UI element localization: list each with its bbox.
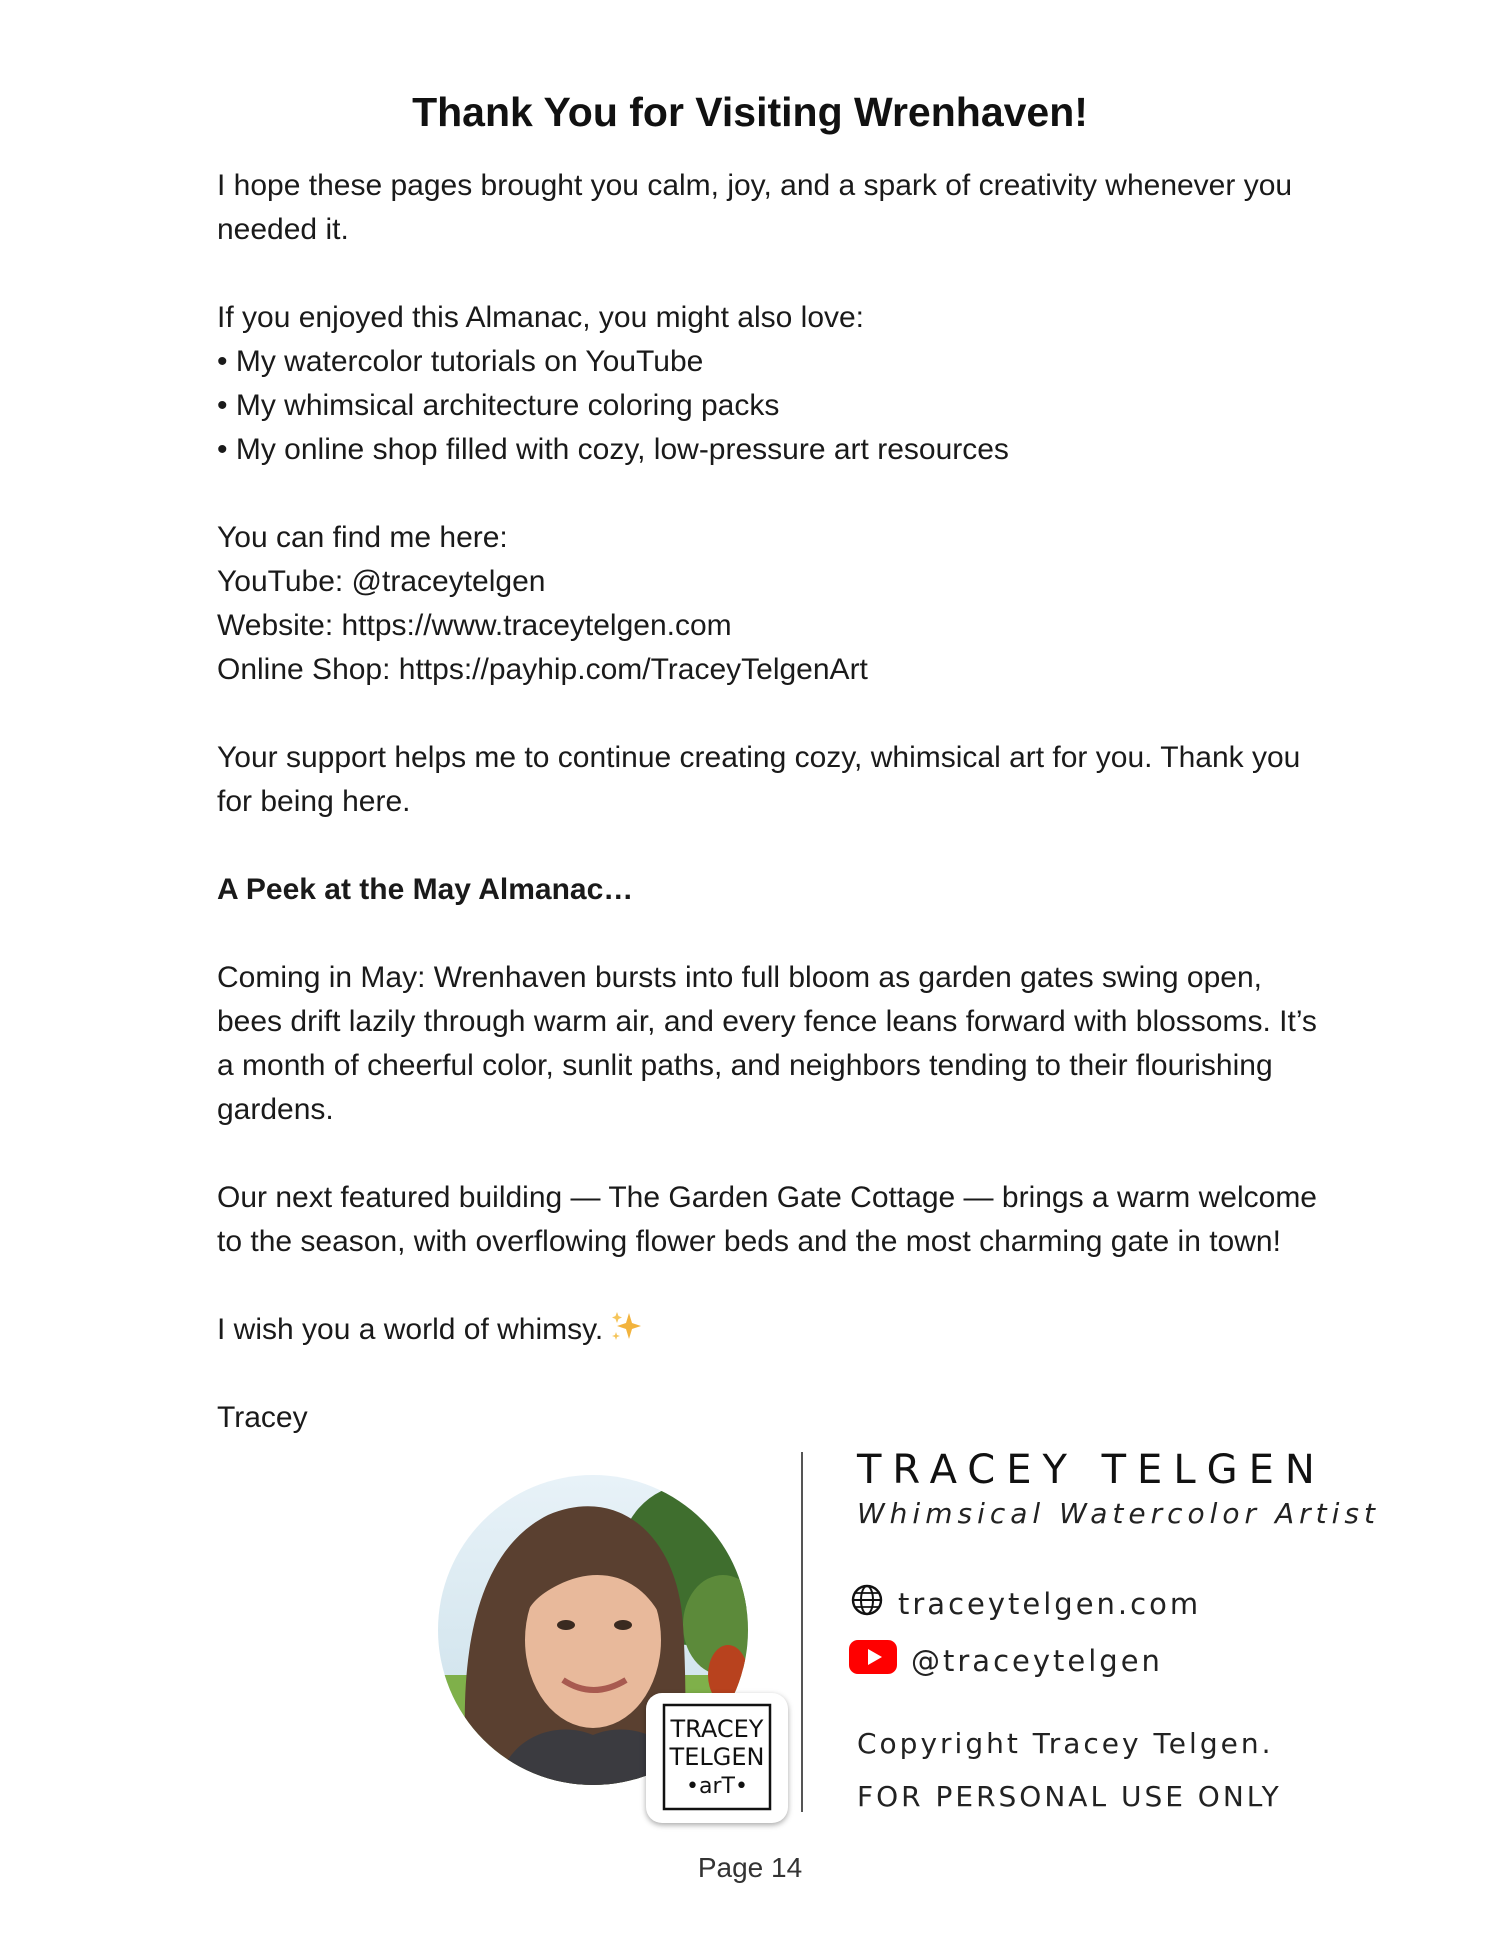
wish-line xyxy=(217,1308,1397,1352)
support-line: Your support helps me to continue creating cozy, whimsical art for you. Thank you xyxy=(217,741,1301,774)
coming-paragraph xyxy=(217,956,1397,1132)
also-love-lead: If you enjoyed this Almanac, you might also love: xyxy=(217,301,865,334)
logo-text: TRACEY xyxy=(670,1715,764,1743)
brand-logo xyxy=(646,1693,788,1823)
support-line: for being here. xyxy=(217,785,411,818)
find-me-lead: You can find me here: xyxy=(217,521,508,554)
logo-text: TELGEN xyxy=(669,1743,765,1771)
website-contact-text[interactable]: traceytelgen.com xyxy=(898,1586,1202,1621)
featured-line: to the season, with overflowing flower beds and the most charming gate in town! xyxy=(217,1225,1281,1258)
signoff: Tracey xyxy=(217,1401,308,1434)
support-paragraph xyxy=(217,736,1397,824)
youtube-link[interactable]: YouTube: @traceytelgen xyxy=(217,565,546,598)
youtube-contact-text[interactable]: @traceytelgen xyxy=(911,1643,1163,1678)
website-link[interactable]: Website: https://www.traceytelgen.com xyxy=(217,609,732,642)
page-number: Page 14 xyxy=(697,1852,803,1883)
also-love-list xyxy=(217,296,1397,472)
logo-text: •arT• xyxy=(686,1774,748,1799)
coming-line: gardens. xyxy=(217,1093,334,1126)
copyright-text: Copyright Tracey Telgen. xyxy=(857,1727,1274,1760)
list-item: • My whimsical architecture coloring packs xyxy=(217,389,780,422)
list-item: • My online shop filled with cozy, low-pressure art resources xyxy=(217,433,1009,466)
list-item: • My watercolor tutorials on YouTube xyxy=(217,345,704,378)
globe-icon xyxy=(850,1583,884,1624)
featured-paragraph xyxy=(217,1176,1397,1264)
page-title: Thank You for Visiting Wrenhaven! xyxy=(412,89,1088,135)
featured-line: Our next featured building — The Garden Gate Cottage — brings a warm welcome xyxy=(217,1181,1317,1214)
sparkle-icon xyxy=(609,1310,643,1344)
letter-body xyxy=(217,164,1397,1484)
peek-heading: A Peek at the May Almanac… xyxy=(217,873,634,906)
find-me-section xyxy=(217,516,1397,692)
wish-text: I wish you a world of whimsy. xyxy=(217,1313,604,1346)
intro-line: needed it. xyxy=(217,213,349,246)
artist-role: Whimsical Watercolor Artist xyxy=(857,1497,1380,1530)
usage-text: FOR PERSONAL USE ONLY xyxy=(857,1780,1282,1813)
intro-paragraph xyxy=(217,164,1397,252)
coming-line: a month of cheerful color, sunlit paths, and neighbors tending to their flourishing xyxy=(217,1049,1273,1082)
artist-name: TRACEY TELGEN xyxy=(857,1447,1326,1493)
youtube-contact[interactable] xyxy=(849,1640,1163,1681)
youtube-icon xyxy=(849,1640,897,1681)
coming-line: Coming in May: Wrenhaven bursts into full bloom as garden gates swing open, xyxy=(217,961,1263,994)
coming-line: bees drift lazily through warm air, and every fence leans forward with blossoms. It’s xyxy=(217,1005,1317,1038)
card-divider xyxy=(801,1452,803,1812)
intro-line: I hope these pages brought you calm, joy, and a spark of creativity whenever you xyxy=(217,169,1293,202)
website-contact[interactable] xyxy=(850,1583,1201,1624)
shop-link[interactable]: Online Shop: https://payhip.com/TraceyTelgenArt xyxy=(217,653,868,686)
